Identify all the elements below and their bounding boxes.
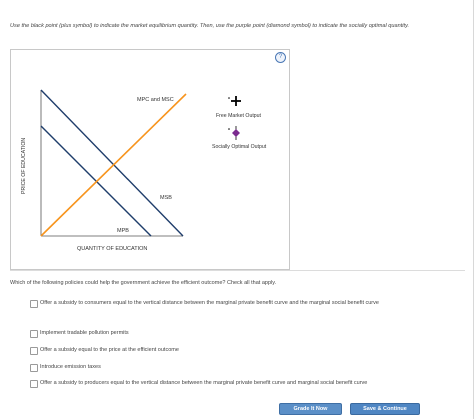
option-checkbox[interactable] — [30, 330, 38, 338]
plus-point-tool[interactable] — [228, 96, 241, 106]
graph-svg — [11, 50, 289, 269]
save-continue-button[interactable]: Save & Continue — [350, 403, 420, 415]
question-prompt: Which of the following policies could help the government achieve the efficient outcome? Check all that apply. — [10, 280, 277, 286]
option-checkbox[interactable] — [30, 364, 38, 372]
option-label: Offer a subsidy to consumers equal to the vertical distance between the marginal private benefit curve and the marginal social benefit curve — [40, 300, 379, 306]
drag-dot-icon — [228, 128, 230, 130]
option-label: Offer a subsidy equal to the price at the efficient outcome — [40, 347, 179, 353]
drag-dot-icon — [228, 97, 230, 99]
cropped-header-remnant — [10, 0, 310, 4]
option-checkbox[interactable] — [30, 380, 38, 388]
section-divider — [10, 270, 465, 271]
free-market-legend-label: Free Market Output — [216, 113, 261, 119]
instructions-text: Use the black point (plus symbol) to indicate the market equilibrium quantity. Then, use the purple point (diamond symbol) to indicate the socially optimal quantity. — [10, 23, 410, 29]
graph-panel — [10, 49, 290, 270]
option-checkbox[interactable] — [30, 347, 38, 355]
option-label: Implement tradable pollution permits — [40, 330, 129, 336]
help-icon[interactable]: ? — [275, 52, 286, 63]
diamond-icon — [232, 129, 240, 137]
mpb-label: MPB — [117, 228, 129, 234]
x-axis-label: QUANTITY OF EDUCATION — [77, 246, 148, 252]
y-axis-label: PRICE OF EDUCATION — [21, 137, 27, 194]
mpc-msc-label: MPC and MSC — [137, 97, 174, 103]
option-checkbox[interactable] — [30, 300, 38, 308]
mpc-msc-curve — [41, 94, 186, 236]
option-label: Introduce emission taxes — [40, 364, 101, 370]
option-label: Offer a subsidy to producers equal to the vertical distance between the marginal private benefit curve and marginal social benefit curve — [40, 380, 368, 386]
msb-label: MSB — [160, 195, 172, 201]
social-optimum-legend-label: Socially Optimal Output — [212, 144, 267, 150]
diamond-point-tool[interactable] — [228, 126, 240, 140]
grade-it-now-button[interactable]: Grade It Now — [279, 403, 342, 415]
